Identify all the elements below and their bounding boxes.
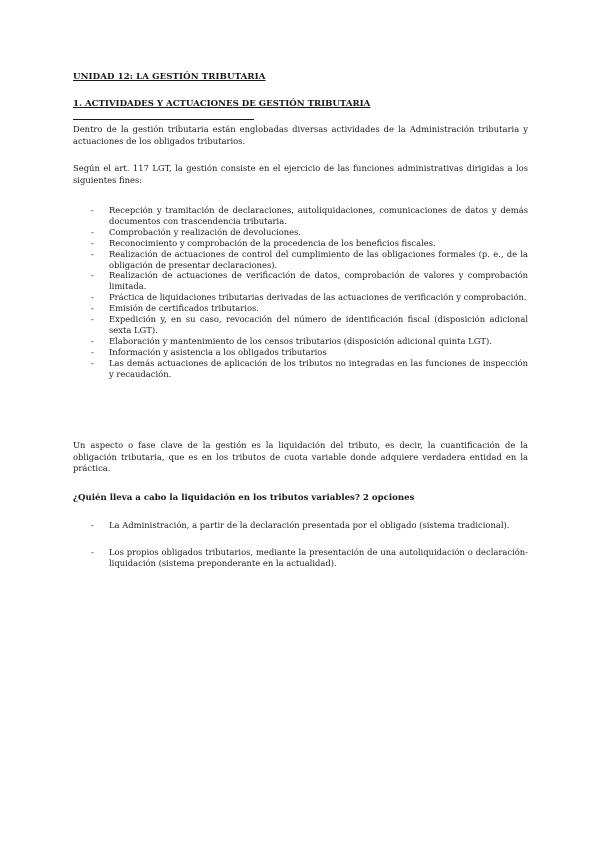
bullet-dash: - (91, 346, 94, 357)
liquidacion-paragraph: Un aspecto o fase clave de la gestión es la liquidación del tributo, es decir, la cuantificación de la obligación tributaria, que es en los tributos de cuota variable donde adquiere verdadera entidad en la práctica. (73, 440, 528, 474)
bullet-dash: - (91, 520, 94, 530)
bullet-dash: - (91, 314, 94, 325)
list-item (73, 314, 528, 336)
bullet-dash: - (91, 357, 94, 368)
list-item (73, 547, 528, 569)
list-item (73, 303, 528, 314)
unit-title: UNIDAD 12: LA GESTIÓN TRIBUTARIA (73, 72, 266, 82)
list-item-text: Emisión de certificados tributarios. (109, 303, 259, 314)
list-item (73, 238, 528, 249)
bullet-dash: - (91, 248, 94, 259)
question-heading: ¿Quién lleva a cabo la liquidación en los tributos variables? 2 opciones (73, 493, 415, 503)
list-item-text: Reconocimiento y comprobación de la procedencia de los beneficios fiscales. (109, 237, 436, 248)
list-item-text: Información y asistencia a los obligados tributarios (109, 346, 327, 357)
list-item-text: La Administración, a partir de la declaración presentada por el obligado (sistema tradicional). (109, 520, 510, 530)
list-item-text: Comprobación y realización de devoluciones. (109, 226, 302, 237)
bullet-dash: - (91, 292, 94, 303)
divider-line (73, 119, 254, 120)
list-item-text: Las demás actuaciones de aplicación de los tributos no integradas en las funciones de inspección y recaudación. (109, 357, 528, 379)
opciones-list-1 (73, 520, 528, 531)
bullet-dash: - (91, 335, 94, 346)
list-item (73, 249, 528, 271)
bullet-dash: - (91, 547, 94, 557)
list-item (73, 336, 528, 347)
opciones-list-2 (73, 547, 528, 569)
list-item-text: Elaboración y mantenimiento de los censos tributarios (disposición adicional quinta LGT). (109, 335, 492, 346)
list-item-text: Recepción y tramitación de declaraciones, autoliquidaciones, comunicaciones de datos y demás documentos con trascendencia tributaria. (109, 205, 528, 226)
list-item (73, 205, 528, 227)
list-item (73, 270, 528, 292)
list-item-text: Realización de actuaciones de verificación de datos, comprobación de valores y comprobación limitada. (109, 270, 528, 292)
fines-list (73, 205, 528, 380)
list-item (73, 292, 528, 303)
list-item-text: Práctica de liquidaciones tributarias derivadas de las actuaciones de verificación y comprobación. (109, 292, 527, 303)
list-item (73, 520, 528, 531)
list-item (73, 347, 528, 358)
list-item (73, 358, 528, 380)
bullet-dash: - (91, 237, 94, 248)
list-item (73, 227, 528, 238)
list-item-text: Expedición y, en su caso, revocación del número de identificación fiscal (disposición adicional sexta LGT). (109, 314, 528, 335)
section-title: 1. ACTIVIDADES Y ACTUACIONES DE GESTIÓN TRIBUTARIA (73, 99, 371, 109)
bullet-dash: - (91, 270, 94, 281)
intro-paragraph: Dentro de la gestión tributaria están englobadas diversas actividades de la Administración tributaria y actuaciones de los obligados tributarios. (73, 124, 528, 146)
bullet-dash: - (91, 226, 94, 237)
list-item-text: Realización de actuaciones de control del cumplimiento de las obligaciones formales (p. e., de la obligación de presentar declaraciones). (109, 248, 528, 270)
bullet-dash: - (91, 303, 94, 314)
bullet-dash: - (91, 205, 94, 215)
art-117-paragraph: Según el art. 117 LGT, la gestión consiste en el ejercicio de las funciones administrativas dirigidas a los siguientes fines: (73, 163, 528, 185)
list-item-text: Los propios obligados tributarios, mediante la presentación de una autoliquidación o declaración-liquidación (sistema preponderante en la actualidad). (109, 547, 528, 568)
